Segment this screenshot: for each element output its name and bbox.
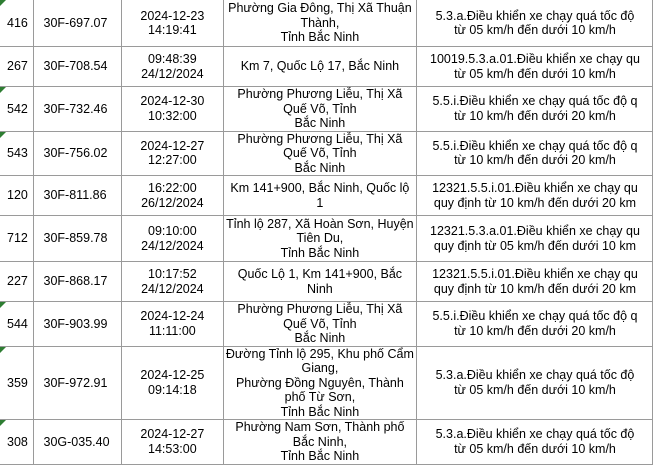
cell-location[interactable] (223, 262, 416, 302)
cell-text-line: 26/12/2024 (141, 195, 204, 210)
cell-text-line: từ 05 km/h đến dưới 10 km/h (454, 23, 616, 37)
cell-datetime[interactable] (121, 131, 223, 176)
cell-stt[interactable] (0, 176, 33, 216)
cell-text-line: Phường Nam Sơn, Thành phố Bắc Ninh, (235, 420, 405, 449)
cell-text-line: Phường Phương Liễu, Thị Xã Quế Võ, Tỉnh (237, 131, 403, 160)
cell-text-line: 712 (7, 231, 28, 246)
cell-text-line: 267 (7, 59, 28, 74)
cell-stt[interactable] (0, 47, 33, 87)
cell-location[interactable] (223, 346, 416, 420)
cell-violation[interactable] (416, 131, 652, 176)
cell-text-line: Phường Gia Đông, Thị Xã Thuận Thành, (228, 1, 412, 30)
cell-violation[interactable] (416, 216, 652, 262)
comment-indicator-icon (0, 420, 6, 426)
cell-datetime[interactable] (121, 420, 223, 465)
comment-indicator-icon (0, 302, 6, 308)
cell-text-line: 09:10:00 (148, 224, 197, 238)
cell-text-line: 12321.5.5.i.01.Điều khiển xe chạy qu (432, 267, 638, 281)
cell-datetime[interactable] (121, 47, 223, 87)
cell-datetime[interactable] (121, 302, 223, 347)
cell-text-line: từ 05 km/h đến dưới 10 km/h (454, 382, 616, 397)
cell-text-line: 542 (7, 101, 28, 116)
cell-datetime[interactable] (121, 87, 223, 132)
cell-text-line: 5.3.a.Điều khiển xe chạy quá tốc độ (435, 427, 635, 442)
cell-text-line: Tỉnh lộ 287, Xã Hoàn Sơn, Huyện Tiên Du, (226, 216, 414, 246)
cell-text-line: 10019.5.3.a.01.Điều khiển xe chạy qu (430, 52, 640, 66)
cell-violation[interactable] (416, 47, 652, 87)
cell-text-line: 09:48:39 (148, 52, 197, 66)
cell-datetime[interactable] (121, 176, 223, 216)
cell-stt[interactable] (0, 0, 33, 47)
cell-text-line: 30G-035.40 (43, 434, 110, 449)
cell-plate[interactable] (33, 131, 121, 176)
cell-text-line: quy định từ 10 km/h đến dưới 20 km (433, 195, 637, 210)
cell-stt[interactable] (0, 302, 33, 347)
cell-text-line: 5.3.a.Điều khiển xe chạy quá tốc độ (435, 8, 635, 23)
cell-violation[interactable] (416, 346, 652, 420)
cell-text-line: Phường Phương Liễu, Thị Xã Quế Võ, Tỉnh (237, 302, 403, 331)
cell-text-line: từ 05 km/h đến dưới 10 km/h (454, 441, 616, 456)
cell-stt[interactable] (0, 131, 33, 176)
cell-text-line: 24/12/2024 (141, 238, 204, 253)
cell-plate[interactable] (33, 87, 121, 132)
cell-violation[interactable] (416, 176, 652, 216)
cell-text-line: 30F-697.07 (43, 15, 108, 30)
cell-text-line: 2024-12-23 (140, 8, 205, 23)
cell-text-line: 5.3.a.Điều khiển xe chạy quá tốc độ (435, 368, 635, 383)
cell-text-line: 30F-708.54 (43, 59, 108, 74)
cell-text-line: 2024-12-27 (140, 138, 205, 153)
cell-stt[interactable] (0, 87, 33, 132)
cell-text-line: 2024-12-24 (140, 309, 205, 324)
table-row[interactable] (0, 176, 653, 216)
cell-text-line: từ 05 km/h đến dưới 10 km/h (454, 66, 616, 81)
cell-plate[interactable] (33, 47, 121, 87)
cell-violation[interactable] (416, 262, 652, 302)
table-row[interactable] (0, 87, 653, 132)
cell-text-line: 5.5.i.Điều khiển xe chạy quá tốc độ q (432, 138, 638, 153)
comment-indicator-icon (0, 347, 6, 353)
cell-text-line: Bắc Ninh (294, 116, 346, 130)
cell-location[interactable] (223, 47, 416, 87)
cell-datetime[interactable] (121, 0, 223, 47)
cell-text-line: 16:22:00 (148, 181, 197, 195)
cell-text-line: 09:14:18 (148, 382, 197, 397)
cell-plate[interactable] (33, 262, 121, 302)
cell-stt[interactable] (0, 346, 33, 420)
table-row[interactable] (0, 420, 653, 465)
cell-text-line: 2024-12-25 (140, 368, 205, 383)
cell-plate[interactable] (33, 302, 121, 347)
cell-text-line: 24/12/2024 (141, 281, 204, 296)
cell-text-line: 2024-12-30 (140, 94, 205, 109)
cell-text-line: Đường Tỉnh lộ 295, Khu phố Cẩm Giang, (225, 346, 414, 375)
cell-text-line: 2024-12-27 (140, 427, 205, 442)
cell-location[interactable] (223, 0, 416, 47)
cell-text-line: quy định từ 05 km/h đến dưới 10 km (433, 238, 637, 253)
cell-text-line: 14:53:00 (148, 441, 197, 456)
cell-location[interactable] (223, 176, 416, 216)
cell-text-line: 10:17:52 (148, 267, 197, 281)
cell-location[interactable] (223, 302, 416, 347)
table-row[interactable] (0, 0, 653, 47)
cell-text-line: 30F-903.99 (43, 316, 108, 331)
table-row[interactable] (0, 131, 653, 176)
cell-text-line: 14:19:41 (148, 23, 197, 37)
cell-text-line: 543 (7, 146, 28, 160)
cell-plate[interactable] (33, 0, 121, 47)
cell-text-line: từ 10 km/h đến dưới 20 km/h (454, 108, 616, 123)
cell-violation[interactable] (416, 0, 652, 47)
cell-text-line: Km 7, Quốc Lộ 17, Bắc Ninh (240, 59, 400, 74)
cell-text-line: 30F-972.91 (43, 375, 108, 390)
cell-stt[interactable] (0, 262, 33, 302)
cell-plate[interactable] (33, 346, 121, 420)
cell-text-line: 30F-732.46 (43, 101, 108, 116)
table-row[interactable] (0, 302, 653, 347)
cell-text-line: 120 (7, 188, 28, 203)
cell-plate[interactable] (33, 176, 121, 216)
cell-datetime[interactable] (121, 262, 223, 302)
cell-text-line: quy định từ 10 km/h đến dưới 20 km (433, 281, 637, 296)
cell-text-line: từ 10 km/h đến dưới 20 km/h (454, 323, 616, 338)
cell-plate[interactable] (33, 216, 121, 262)
comment-indicator-icon (0, 132, 6, 138)
cell-text-line: Km 141+900, Bắc Ninh, Quốc lộ 1 (230, 181, 410, 210)
comment-indicator-icon (0, 0, 6, 6)
table-row[interactable] (0, 262, 653, 302)
cell-text-line: 30F-859.78 (43, 231, 108, 246)
cell-text-line: Tỉnh Bắc Ninh (280, 30, 360, 45)
cell-location[interactable] (223, 87, 416, 132)
cell-text-line: 544 (7, 316, 28, 331)
cell-violation[interactable] (416, 302, 652, 347)
cell-stt[interactable] (0, 216, 33, 262)
cell-text-line: Phường Đồng Nguyên, Thành phố Từ Sơn, (235, 375, 404, 404)
cell-text-line: Quốc Lộ 1, Km 141+900, Bắc Ninh (237, 267, 403, 296)
cell-text-line: 30F-756.02 (43, 146, 108, 160)
cell-datetime[interactable] (121, 346, 223, 420)
cell-violation[interactable] (416, 87, 652, 132)
cell-text-line: 12321.5.3.a.01.Điều khiển xe chạy qu (430, 224, 640, 238)
cell-text-line: từ 10 km/h đến dưới 20 km/h (454, 153, 616, 168)
cell-text-line: 359 (7, 375, 28, 390)
table-row[interactable] (0, 216, 653, 262)
cell-text-line: 5.5.i.Điều khiển xe chạy quá tốc độ q (432, 94, 638, 109)
cell-text-line: 10:32:00 (148, 108, 197, 123)
cell-text-line: 24/12/2024 (141, 66, 204, 81)
cell-text-line: Bắc Ninh (294, 160, 346, 175)
cell-text-line: Bắc Ninh (294, 331, 346, 345)
cell-text-line: 12:27:00 (148, 153, 197, 168)
cell-text-line: Phường Phương Liễu, Thị Xã Quế Võ, Tỉnh (237, 87, 403, 116)
cell-location[interactable] (223, 216, 416, 262)
cell-location[interactable] (223, 420, 416, 465)
cell-text-line: 30F-868.17 (43, 274, 108, 289)
table-row[interactable] (0, 47, 653, 87)
cell-text-line: Tỉnh Bắc Ninh (280, 449, 360, 463)
cell-text-line: 11:11:00 (148, 323, 196, 338)
cell-text-line: 308 (7, 434, 28, 449)
cell-stt[interactable] (0, 420, 33, 465)
table-row[interactable] (0, 346, 653, 420)
cell-text-line: 12321.5.5.i.01.Điều khiển xe chạy qu (432, 181, 638, 195)
cell-plate[interactable] (33, 420, 121, 465)
cell-datetime[interactable] (121, 216, 223, 262)
cell-text-line: Tỉnh Bắc Ninh (280, 245, 360, 260)
cell-text-line: 416 (7, 15, 28, 30)
cell-text-line: Tỉnh Bắc Ninh (280, 404, 360, 419)
comment-indicator-icon (0, 87, 6, 93)
cell-violation[interactable] (416, 420, 652, 465)
cell-text-line: 30F-811.86 (43, 188, 107, 203)
cell-text-line: 227 (7, 274, 28, 289)
cell-text-line: 5.5.i.Điều khiển xe chạy quá tốc độ q (432, 309, 638, 324)
cell-location[interactable] (223, 131, 416, 176)
